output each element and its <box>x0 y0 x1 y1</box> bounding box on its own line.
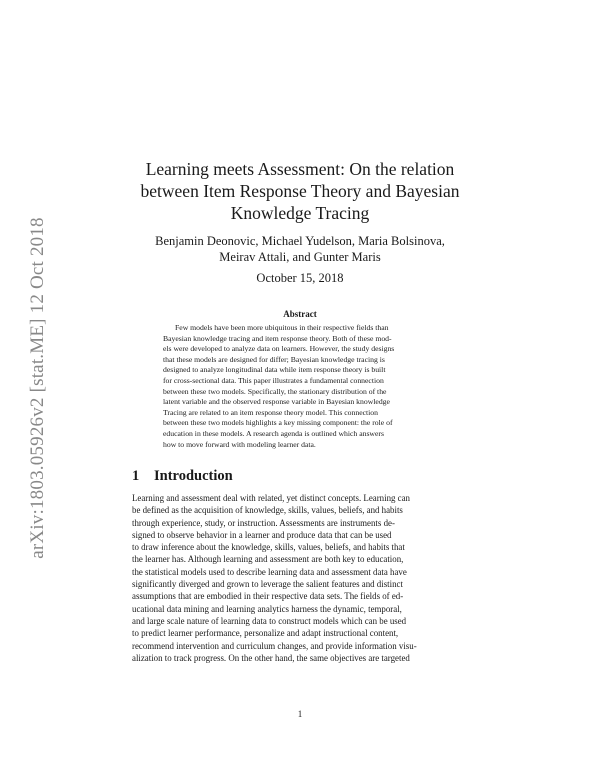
author-list <box>120 233 480 265</box>
body-line: signed to observe behavior in a learner and produce data that can be used <box>132 529 392 540</box>
abstract-line: Few models have been more ubiquitous in their respective fields than <box>175 323 389 332</box>
abstract-heading: Abstract <box>283 309 317 319</box>
abstract-line: latent variable and the observed response variable in Bayesian knowledge <box>163 397 390 407</box>
abstract-line: between these two models. Specifically, the stationary distribution of the <box>163 386 387 396</box>
body-line: assumptions that are embodied in their respective data sets. The fields of ed- <box>132 591 404 602</box>
arxiv-identifier: arXiv:1803.05926v2 [stat.ME] 12 Oct 2018 <box>27 217 48 559</box>
publication-date: October 15, 2018 <box>256 271 344 285</box>
title-line: Learning meets Assessment: On the relation <box>145 159 455 179</box>
body-line: the learner has. Although learning and assessment are both key to education, <box>132 554 404 565</box>
body-line: to draw inference about the knowledge, skills, values, beliefs, and habits that <box>132 542 405 553</box>
body-line: significantly diverged and grown to leverage the salient features and distinct <box>132 579 403 590</box>
abstract-line: Bayesian knowledge tracing and item response theory. Both of these mod- <box>163 333 392 343</box>
abstract-line: designed to analyze longitudinal data while item response theory is built <box>163 365 386 375</box>
body-line: be defined as the acquisition of knowledge, skills, values, beliefs, and habits <box>132 505 403 516</box>
body-line: Learning and assessment deal with related, yet distinct concepts. Learning can <box>132 493 410 503</box>
page-number: 1 <box>297 709 303 719</box>
abstract-line: how to move forward with modeling learner data. <box>163 439 316 449</box>
abstract-line: that these models are designed for differ; Bayesian knowledge tracing is <box>163 354 385 364</box>
author-line: Meirav Attali, and Gunter Maris <box>219 250 381 264</box>
body-line: to predict learner performance, personalize and adapt instructional content, <box>132 628 399 639</box>
author-line: Benjamin Deonovic, Michael Yudelson, Maria Bolsinova, <box>155 234 445 248</box>
abstract-line: Tracing are related to an item response theory model. This connection <box>163 407 378 417</box>
body-line: through experience, study, or instruction. Assessments are instruments de- <box>132 517 395 528</box>
section-title: Introduction <box>154 468 233 484</box>
body-line: recommend intervention and curriculum changes, and provide information visu- <box>132 640 417 651</box>
body-line: the statistical models used to describe learning data and assessment data have <box>132 566 407 577</box>
title-line: Knowledge Tracing <box>230 203 370 223</box>
section-number: 1 <box>132 468 140 484</box>
abstract-line: between these two models highlights a key missing component: the role of <box>163 418 393 428</box>
abstract-body <box>163 323 438 450</box>
body-line: alization to track progress. On the other hand, the same objectives are targeted <box>132 652 410 663</box>
body-line: and large scale nature of learning data to construct models which can be used <box>132 615 407 626</box>
abstract-line: els were developed to analyze data on learners. However, the study designs <box>163 344 395 354</box>
paper-title <box>120 158 480 224</box>
section-heading-introduction <box>132 468 233 485</box>
abstract-line: education in these models. A research agenda is outlined which answers <box>163 428 384 438</box>
body-line: ucational data mining and learning analytics harness the dynamic, temporal, <box>132 603 402 614</box>
abstract-line: for cross-sectional data. This paper illustrates a fundamental connection <box>163 375 384 385</box>
introduction-body <box>132 492 469 664</box>
title-line: between Item Response Theory and Bayesian <box>140 181 460 201</box>
